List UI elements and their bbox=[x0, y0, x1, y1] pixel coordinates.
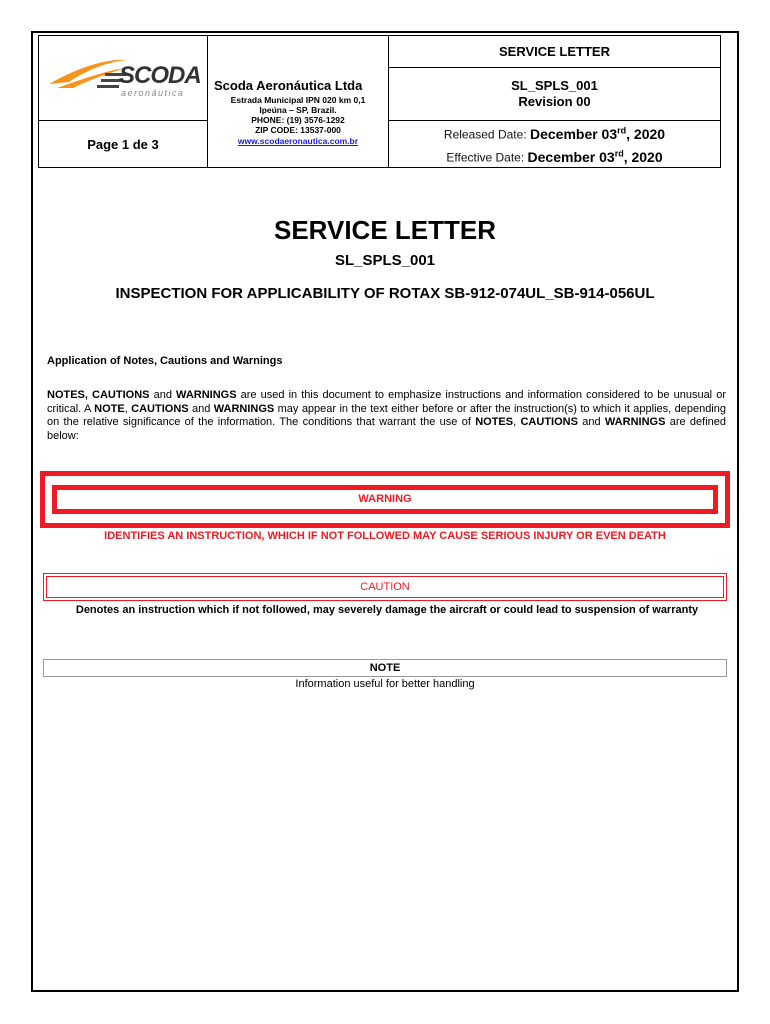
note-text: Information useful for better handling bbox=[295, 678, 475, 690]
released-date bbox=[389, 121, 720, 144]
caution-text: Denotes an instruction which if not followed, may severely damage the aircraft or could lead to suspension of warranty bbox=[75, 604, 699, 616]
company-info-cell bbox=[208, 36, 389, 168]
released-label: Released Date: bbox=[443, 128, 527, 142]
page-indicator-cell bbox=[39, 121, 208, 168]
note-label: NOTE bbox=[43, 659, 727, 677]
effective-value: December 03rd, 2020 bbox=[527, 148, 663, 165]
revision: Revision 00 bbox=[518, 93, 591, 109]
inspection-title: INSPECTION FOR APPLICABILITY OF ROTAX SB-912-074UL_SB-914-056UL bbox=[115, 285, 655, 302]
doc-type: SERVICE LETTER bbox=[498, 43, 610, 59]
intro-paragraph: NOTES, CAUTIONS and WARNINGS are used in this document to emphasize instructions and information considered to be unusual or critical. A NOTE, CAUTIONS and WARNINGS may appear in the text either before or after the instruction(s) to which it applies, depending on the relative significance of the information. The conditions that warrant the use of NOTES, CAUTIONS and WARNINGS are defined below: bbox=[47, 389, 727, 442]
warning-label: WARNING bbox=[52, 485, 718, 514]
scoda-logo bbox=[47, 48, 199, 104]
doc-type-cell bbox=[389, 36, 721, 68]
company-website-link[interactable]: www.scodaeronautica.com.br bbox=[237, 136, 359, 146]
company-name: Scoda Aeronáutica Ltda bbox=[214, 78, 363, 93]
logo-tagline: aeronáutica bbox=[121, 88, 185, 98]
page-title: SERVICE LETTER bbox=[273, 215, 496, 245]
page-indicator: Page 1 de 3 bbox=[87, 136, 159, 152]
released-value: December 03rd, 2020 bbox=[529, 125, 666, 142]
dates-cell bbox=[389, 121, 721, 168]
caution-label: CAUTION bbox=[46, 576, 724, 598]
logo-cell bbox=[39, 36, 208, 121]
doc-code-cell bbox=[389, 67, 721, 120]
company-address-line-1: Estrada Municipal IPN 020 km 0,1 bbox=[230, 95, 366, 105]
section-heading: Application of Notes, Cautions and Warnings bbox=[47, 355, 283, 367]
company-phone: PHONE: (19) 3576-1292 bbox=[251, 115, 345, 125]
company-address-line-2: Ipeúna – SP, Brazil. bbox=[259, 105, 337, 115]
warning-text: IDENTIFIES AN INSTRUCTION, WHICH IF NOT FOLLOWED MAY CAUSE SERIOUS INJURY OR EVEN DEATH bbox=[104, 530, 666, 542]
page-subtitle: SL_SPLS_001 bbox=[334, 252, 436, 269]
effective-date bbox=[389, 144, 720, 167]
effective-label: Effective Date: bbox=[446, 150, 525, 165]
document-header bbox=[38, 35, 721, 168]
logo-brand-text: SCODA bbox=[119, 62, 201, 89]
company-zip: ZIP CODE: 13537-000 bbox=[255, 125, 341, 135]
doc-code: SL_SPLS_001 bbox=[511, 77, 598, 93]
